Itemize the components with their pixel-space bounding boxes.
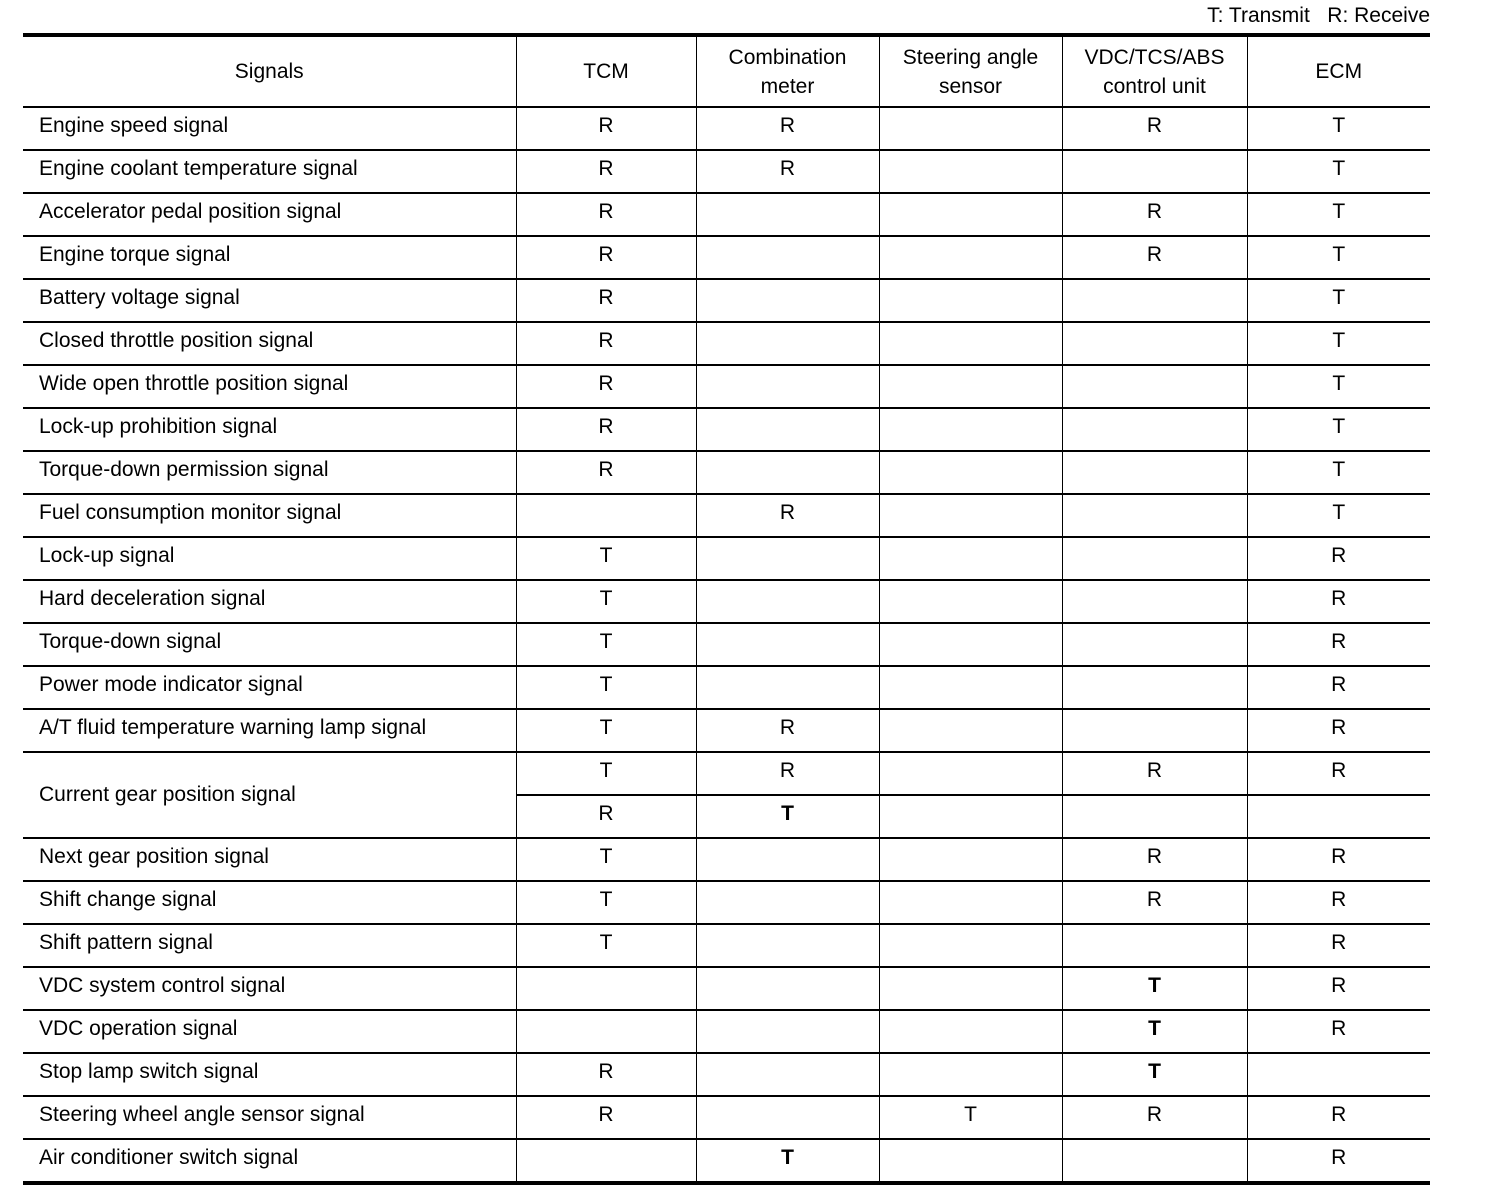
vdc-cell [1062,494,1247,537]
tcm-cell: R [516,107,696,150]
steering-cell [879,537,1062,580]
steering-cell [879,322,1062,365]
tcm-cell: R [516,279,696,322]
steering-cell [879,1053,1062,1096]
signal-name: Lock-up signal [23,537,516,580]
vdc-cell [1062,150,1247,193]
steering-cell [879,924,1062,967]
meter-cell [696,322,879,365]
signal-name: Shift pattern signal [23,924,516,967]
ecm-cell: T [1247,236,1430,279]
table-row [23,107,1430,150]
tcm-cell: T [516,623,696,666]
ecm-cell: R [1247,580,1430,623]
signal-name: Lock-up prohibition signal [23,408,516,451]
tcm-cell: R [516,408,696,451]
table-row [23,365,1430,408]
ecm-cell: R [1247,537,1430,580]
steering-cell [879,666,1062,709]
table-row [23,408,1430,451]
meter-cell [696,924,879,967]
vdc-cell [1062,924,1247,967]
meter-cell [696,1010,879,1053]
meter-cell: T [696,795,879,838]
signal-name: Steering wheel angle sensor signal [23,1096,516,1139]
steering-cell: T [879,1096,1062,1139]
tcm-cell: R [516,451,696,494]
meter-cell [696,279,879,322]
meter-cell [696,967,879,1010]
table-row [23,1053,1430,1096]
steering-cell [879,107,1062,150]
signal-name: Engine torque signal [23,236,516,279]
header-steering-angle-sensor: Steering angle sensor [879,35,1062,107]
ecm-cell: T [1247,107,1430,150]
ecm-cell: R [1247,1096,1430,1139]
table-row [23,537,1430,580]
tcm-cell: T [516,752,696,795]
signal-name: Engine coolant temperature signal [23,150,516,193]
meter-cell: R [696,709,879,752]
tcm-cell: T [516,537,696,580]
vdc-cell [1062,279,1247,322]
meter-cell [696,236,879,279]
ecm-cell: T [1247,408,1430,451]
vdc-cell: T [1062,1053,1247,1096]
meter-cell [696,537,879,580]
meter-cell [696,193,879,236]
tcm-cell: R [516,1053,696,1096]
meter-cell: R [696,494,879,537]
signal-name: Engine speed signal [23,107,516,150]
tcm-cell: T [516,881,696,924]
vdc-cell: R [1062,838,1247,881]
ecm-cell: T [1247,150,1430,193]
signal-name: VDC operation signal [23,1010,516,1053]
tcm-cell: T [516,666,696,709]
table-row [23,279,1430,322]
tcm-cell: R [516,322,696,365]
tcm-cell: R [516,150,696,193]
ecm-cell: T [1247,193,1430,236]
ecm-cell: R [1247,1010,1430,1053]
ecm-cell: R [1247,752,1430,795]
ecm-cell: R [1247,838,1430,881]
signal-name: A/T fluid temperature warning lamp signal [23,709,516,752]
tcm-cell: T [516,709,696,752]
ecm-cell: R [1247,967,1430,1010]
ecm-cell: R [1247,881,1430,924]
tcm-cell: T [516,580,696,623]
meter-cell [696,365,879,408]
ecm-cell: T [1247,365,1430,408]
ecm-cell: T [1247,451,1430,494]
ecm-cell: R [1247,709,1430,752]
signal-name: VDC system control signal [23,967,516,1010]
table-row [23,752,1430,795]
signal-name: Wide open throttle position signal [23,365,516,408]
tcm-cell: R [516,193,696,236]
tcm-cell [516,1010,696,1053]
tcm-cell: R [516,365,696,408]
steering-cell [879,1010,1062,1053]
steering-cell [879,150,1062,193]
table-row [23,1139,1430,1183]
steering-cell [879,709,1062,752]
meter-cell [696,666,879,709]
table-row [23,193,1430,236]
meter-cell: R [696,150,879,193]
tcm-cell: T [516,924,696,967]
header-tcm: TCM [516,35,696,107]
table-row [23,1010,1430,1053]
signal-name: Hard deceleration signal [23,580,516,623]
tcm-cell: R [516,795,696,838]
ecm-cell: T [1247,322,1430,365]
can-signal-table [23,33,1430,1185]
meter-cell: R [696,107,879,150]
table-row [23,967,1430,1010]
vdc-cell: R [1062,236,1247,279]
table-row [23,623,1430,666]
tcm-cell [516,494,696,537]
meter-cell [696,1096,879,1139]
table-row [23,709,1430,752]
steering-cell [879,451,1062,494]
table-row [23,580,1430,623]
meter-cell [696,580,879,623]
meter-cell [696,408,879,451]
steering-cell [879,967,1062,1010]
ecm-cell [1247,795,1430,838]
steering-cell [879,193,1062,236]
ecm-cell: T [1247,494,1430,537]
signal-name: Closed throttle position signal [23,322,516,365]
vdc-cell: R [1062,881,1247,924]
vdc-cell: T [1062,967,1247,1010]
vdc-cell [1062,709,1247,752]
signal-name: Accelerator pedal position signal [23,193,516,236]
meter-cell [696,623,879,666]
tcm-cell [516,1139,696,1183]
vdc-cell [1062,537,1247,580]
steering-cell [879,236,1062,279]
legend-text: T: Transmit R: Receive [1207,4,1430,27]
table-row [23,236,1430,279]
signal-name: Next gear position signal [23,838,516,881]
vdc-cell: R [1062,107,1247,150]
vdc-cell: R [1062,193,1247,236]
signal-name: Shift change signal [23,881,516,924]
vdc-cell: R [1062,752,1247,795]
signal-name: Stop lamp switch signal [23,1053,516,1096]
table-row [23,494,1430,537]
vdc-cell [1062,1139,1247,1183]
signal-name: Torque-down signal [23,623,516,666]
vdc-cell: T [1062,1010,1247,1053]
meter-cell [696,1053,879,1096]
steering-cell [879,408,1062,451]
steering-cell [879,623,1062,666]
meter-cell: R [696,752,879,795]
header-ecm: ECM [1247,35,1430,107]
vdc-cell [1062,365,1247,408]
tcm-cell: T [516,838,696,881]
vdc-cell [1062,666,1247,709]
header-combination-meter: Combination meter [696,35,879,107]
header-signals: Signals [23,35,516,107]
table-row [23,1096,1430,1139]
table-row [23,924,1430,967]
steering-cell [879,365,1062,408]
tcm-cell: R [516,236,696,279]
vdc-cell [1062,580,1247,623]
vdc-cell [1062,408,1247,451]
signal-name: Battery voltage signal [23,279,516,322]
vdc-cell [1062,451,1247,494]
table-row [23,881,1430,924]
header-vdc-control-unit: VDC/TCS/ABS control unit [1062,35,1247,107]
ecm-cell: R [1247,1139,1430,1183]
steering-cell [879,279,1062,322]
vdc-cell [1062,623,1247,666]
vdc-cell [1062,322,1247,365]
steering-cell [879,494,1062,537]
ecm-cell: R [1247,666,1430,709]
table-row [23,666,1430,709]
signal-name: Current gear position signal [23,752,516,838]
meter-cell [696,451,879,494]
signal-name: Fuel consumption monitor signal [23,494,516,537]
tcm-cell [516,967,696,1010]
signal-name: Torque-down permission signal [23,451,516,494]
vdc-cell: R [1062,1096,1247,1139]
table-header-row [23,35,1430,107]
table-row [23,322,1430,365]
signal-name: Power mode indicator signal [23,666,516,709]
table-row [23,838,1430,881]
meter-cell [696,881,879,924]
tcm-cell: R [516,1096,696,1139]
steering-cell [879,580,1062,623]
vdc-cell [1062,795,1247,838]
steering-cell [879,838,1062,881]
steering-cell [879,795,1062,838]
steering-cell [879,881,1062,924]
table-row [23,451,1430,494]
ecm-cell: R [1247,924,1430,967]
meter-cell: T [696,1139,879,1183]
signal-name: Air conditioner switch signal [39,1146,299,1169]
meter-cell [696,838,879,881]
ecm-cell: T [1247,279,1430,322]
steering-cell [879,1139,1062,1183]
table-row [23,150,1430,193]
steering-cell [879,752,1062,795]
ecm-cell: R [1247,623,1430,666]
ecm-cell [1247,1053,1430,1096]
